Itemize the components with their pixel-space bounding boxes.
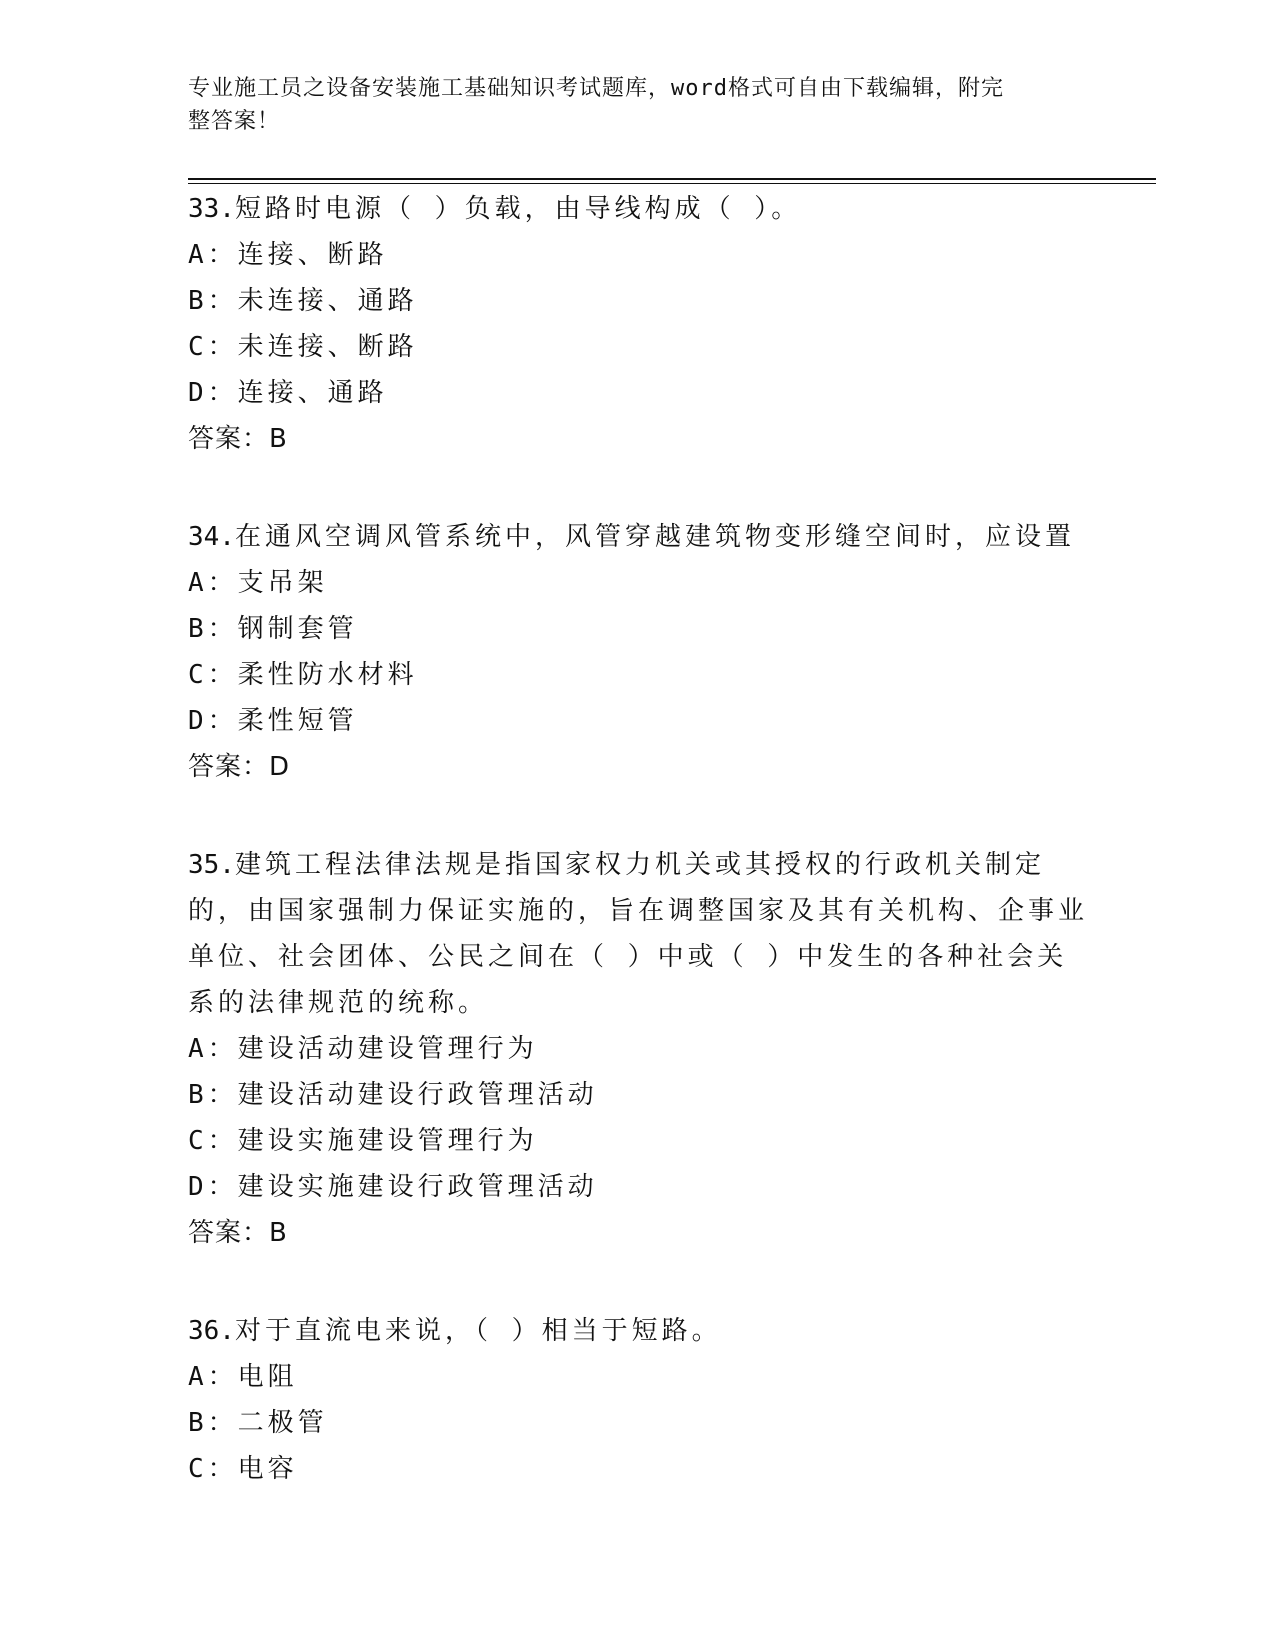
option-d: D：连接、通路 — [188, 378, 388, 408]
question-34 — [188, 514, 1088, 790]
answer: 答案：B — [188, 1218, 288, 1248]
option-b: B：钢制套管 — [188, 614, 358, 644]
option-a: A：支吊架 — [188, 568, 328, 598]
question-stem — [188, 186, 1088, 232]
option-d: D：建设实施建设行政管理活动 — [188, 1172, 598, 1202]
question-stem — [188, 514, 1088, 560]
document-header — [188, 72, 1068, 138]
option-b: B：建设活动建设行政管理活动 — [188, 1080, 598, 1110]
question-text: 在通风空调风管系统中，风管穿越建筑物变形缝空间时，应设置 — [234, 522, 1075, 552]
question-35 — [188, 842, 1088, 1256]
question-number: 34. — [188, 522, 235, 552]
question-stem — [188, 1308, 1088, 1354]
question-text: 建筑工程法律法规是指国家权力机关或其授权的行政机关制定的，由国家强制力保证实施的，旨在调整国家及其有关机构、企事业单位、社会团体、公民之间在（ ）中或（ ）中发生的各种社会关系的法律规范的统称。 — [188, 850, 1089, 1018]
header-line-2: 整答案！ — [188, 109, 281, 134]
option-b: B：未连接、通路 — [188, 286, 418, 316]
option-a: A：建设活动建设管理行为 — [188, 1034, 538, 1064]
header-divider-thick — [188, 178, 1156, 180]
option-a: A：连接、断路 — [188, 240, 388, 270]
header-divider-thin — [188, 183, 1156, 184]
option-c: C：建设实施建设管理行为 — [188, 1126, 538, 1156]
question-text: 短路时电源（ ）负载，由导线构成（ ）。 — [234, 194, 802, 224]
question-33 — [188, 186, 1088, 462]
answer: 答案：B — [188, 424, 288, 454]
option-c: C：柔性防水材料 — [188, 660, 418, 690]
option-c: C：电容 — [188, 1454, 298, 1484]
question-list — [188, 186, 1088, 1544]
option-b: B：二极管 — [188, 1408, 328, 1438]
option-c: C：未连接、断路 — [188, 332, 418, 362]
question-36 — [188, 1308, 1088, 1492]
question-stem — [188, 842, 1088, 1026]
option-d: D：柔性短管 — [188, 706, 358, 736]
question-number: 33. — [188, 194, 235, 224]
question-number: 36. — [188, 1316, 235, 1346]
question-number: 35. — [188, 850, 235, 880]
answer: 答案：D — [188, 752, 291, 782]
header-line-1: 专业施工员之设备安装施工基础知识考试题库，word格式可自由下载编辑，附完 — [188, 76, 1004, 101]
question-text: 对于直流电来说，（ ）相当于短路。 — [234, 1316, 722, 1346]
option-a: A：电阻 — [188, 1362, 298, 1392]
